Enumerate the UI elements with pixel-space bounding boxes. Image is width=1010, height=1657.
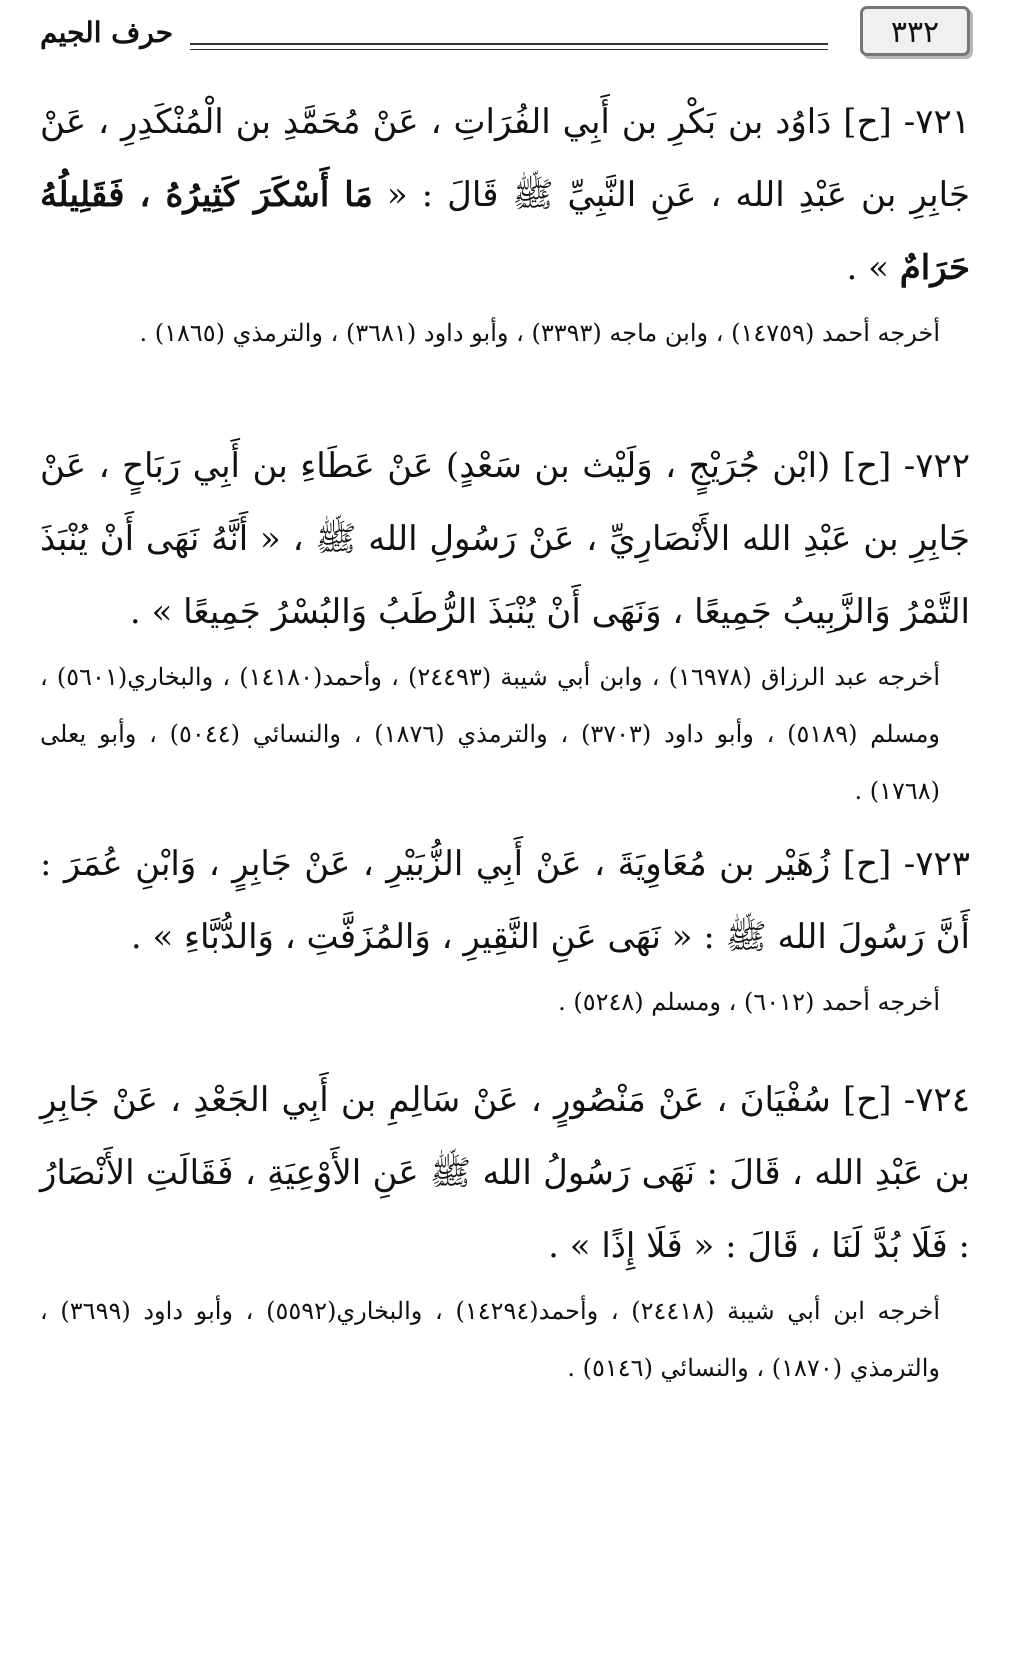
takhrij-reference: أخرجه أحمد (٦٠١٢) ، ومسلم (٥٢٤٨) .: [558, 988, 940, 1016]
page-number-badge: ٣٣٢: [860, 6, 970, 56]
takhrij-reference: أخرجه عبد الرزاق (١٦٩٧٨) ، وابن أبي شيبة (٢٤٤٩٣) ، وأحمد(١٤١٨٠) ، والبخاري(٥٦٠١) ، ومسلم (٥١٨٩) ، وأبو داود (٣٧٠٣) ، والترمذي (١٨٧٦) ، والنسائي (٥٠٤٤) ، وأبو يعلى (١٧٦٨) .: [40, 663, 941, 805]
hadith-text: ٧٢٣- [ح] زُهَيْر بن مُعَاوِيَةَ ، عَنْ أَبِي الزُّبَيْرِ ، عَنْ جَابِرٍ ، وَابْنِ عُمَرَ : أَنَّ رَسُولَ الله ﷺ : « نَهَى عَنِ النَّقِيرِ ، وَالمُزَفَّتِ ، وَالدُّبَّاءِ » .: [40, 844, 970, 957]
hadith-text: [40, 86, 970, 305]
hadith-tail: » .: [846, 248, 900, 288]
takhrij-reference: أخرجه أحمد (١٤٧٥٩) ، وابن ماجه (٣٣٩٣) ، وأبو داود (٣٦٨١) ، والترمذي (١٨٦٥) .: [139, 319, 940, 347]
hadith-text: ٧٢٤- [ح] سُفْيَانَ ، عَنْ مَنْصُورٍ ، عَنْ سَالِمِ بن أَبِي الجَعْدِ ، عَنْ جَابِرِ بن عَبْدِ الله ، قَالَ : نَهَى رَسُولُ الله ﷺ عَنِ الأَوْعِيَةِ ، فَقَالَتِ الأَنْصَارُ : فَلَا بُدَّ لَنَا ، قَالَ : « فَلَا إِذًا » .: [40, 1080, 970, 1266]
hadith-entry-722: [40, 430, 970, 820]
book-page: [40, 0, 970, 1657]
hadith-entry-721: [40, 86, 970, 362]
hadith-body: ٧٢١- [ح] دَاوُد بن بَكْرِ بن أَبِي الفُرَاتِ ، عَنْ مُحَمَّدِ بن الْمُنْكَدِرِ ، عَنْ جَابِرِ بن عَبْدِ الله ، عَنِ النَّبِيِّ ﷺ قَالَ : «: [40, 102, 970, 215]
header-rule: [190, 43, 828, 45]
chapter-title: حرف الجيم: [40, 16, 173, 49]
page-header: [40, 6, 970, 60]
takhrij-reference: أخرجه ابن أبي شيبة (٢٤٤١٨) ، وأحمد(١٤٢٩٤) ، والبخاري(٥٥٩٢) ، وأبو داود (٣٦٩٩) ، والترمذي (١٨٧٠) ، والنسائي (٥١٤٦) .: [40, 1297, 940, 1382]
hadith-text: ٧٢٢- [ح] (ابْن جُرَيْجٍ ، وَلَيْث بن سَعْدٍ) عَنْ عَطَاءِ بن أَبِي رَبَاحٍ ، عَنْ جَابِرِ بن عَبْدِ الله الأَنْصَارِيِّ ، عَنْ رَسُولِ الله ﷺ ، « أَنَّهُ نَهَى أَنْ يُنْبَذَ التَّمْرُ وَالزَّبِيبُ جَمِيعًا ، وَنَهَى أَنْ يُنْبَذَ الرُّطَبُ وَالبُسْرُ جَمِيعًا » .: [40, 446, 970, 632]
hadith-entry-724: [40, 1064, 970, 1397]
hadith-entry-723: [40, 828, 970, 1031]
hadith-quote: مَا أَسْكَرَ كَثِيرُهُ ، فَقَلِيلُهُ حَرَامٌ: [40, 175, 970, 288]
